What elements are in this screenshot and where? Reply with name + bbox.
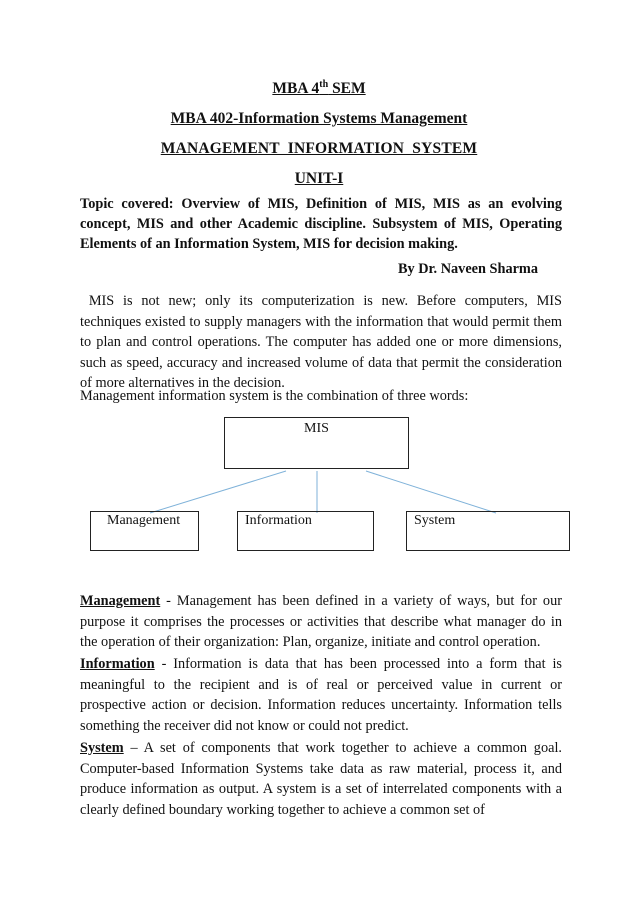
author-line: By Dr. Naveen Sharma: [397, 261, 538, 277]
intro-paragraph: MIS is not new; only its computerization is new. Before computers, MIS techniques existed to supply managers with the information that would permit them to plan and control operations. The computer has added one or more dimensions, such as speed, accuracy and increased volume of data that permit the consideration of more alternatives in the decision.: [80, 293, 566, 391]
unit-heading: UNIT-I: [294, 170, 344, 187]
diagram-box-mis: [224, 417, 409, 469]
topics-covered: Topic covered: Overview of MIS, Definition of MIS, MIS as an evolving concept, MIS and other Academic discipline. Subsystem of MIS, Operating Elements of an Information System, MIS for decision making.: [80, 196, 562, 252]
connector-management: [150, 471, 286, 513]
diagram-box-management: [90, 511, 199, 551]
diagram-label-information: Information: [245, 513, 312, 528]
diagram-box-system: [406, 511, 570, 551]
semester-prefix: MBA 4: [272, 80, 320, 98]
subject-heading: MANAGEMENT INFORMATION SYSTEM: [160, 140, 478, 157]
term-system: System: [80, 740, 124, 756]
term-information: Information: [80, 656, 155, 672]
definition-management: [80, 591, 562, 653]
definition-system-text: – A set of components that work together to achieve a common goal. Computer-based Information Systems take data as raw material, process it, and produce information as output. A system is a set of interrelated components with a clearly defined boundary working together to achieve a common set of: [80, 740, 562, 818]
diagram-label-management: Management: [107, 513, 181, 528]
definition-information: [80, 654, 562, 736]
semester-superscript: th: [319, 79, 329, 90]
course-heading: MBA 402-Information Systems Management: [170, 110, 468, 127]
diagram-label-system: System: [414, 513, 456, 528]
term-management: Management: [80, 593, 161, 609]
definition-management-text: - Management has been defined in a variety of ways, but for our purpose it comprises the processes or activities that describe what manager do in the operation of their organization: Plan, organize, initiate and control operation.: [80, 593, 562, 650]
definition-system: [80, 738, 562, 820]
diagram-label-mis: MIS: [304, 421, 329, 436]
definition-information-text: - Information is data that has been processed into a form that is meaningful to the recipient and is of real or perceived value in current or prospective action or decision. Information reduces uncertainty. Information tells something the receiver did not know or could not predict.: [80, 656, 562, 734]
diagram-box-information: [237, 511, 374, 551]
semester-suffix: SEM: [328, 80, 366, 98]
connector-system: [366, 471, 496, 513]
combination-paragraph: Management information system is the combination of three words:: [80, 388, 469, 404]
